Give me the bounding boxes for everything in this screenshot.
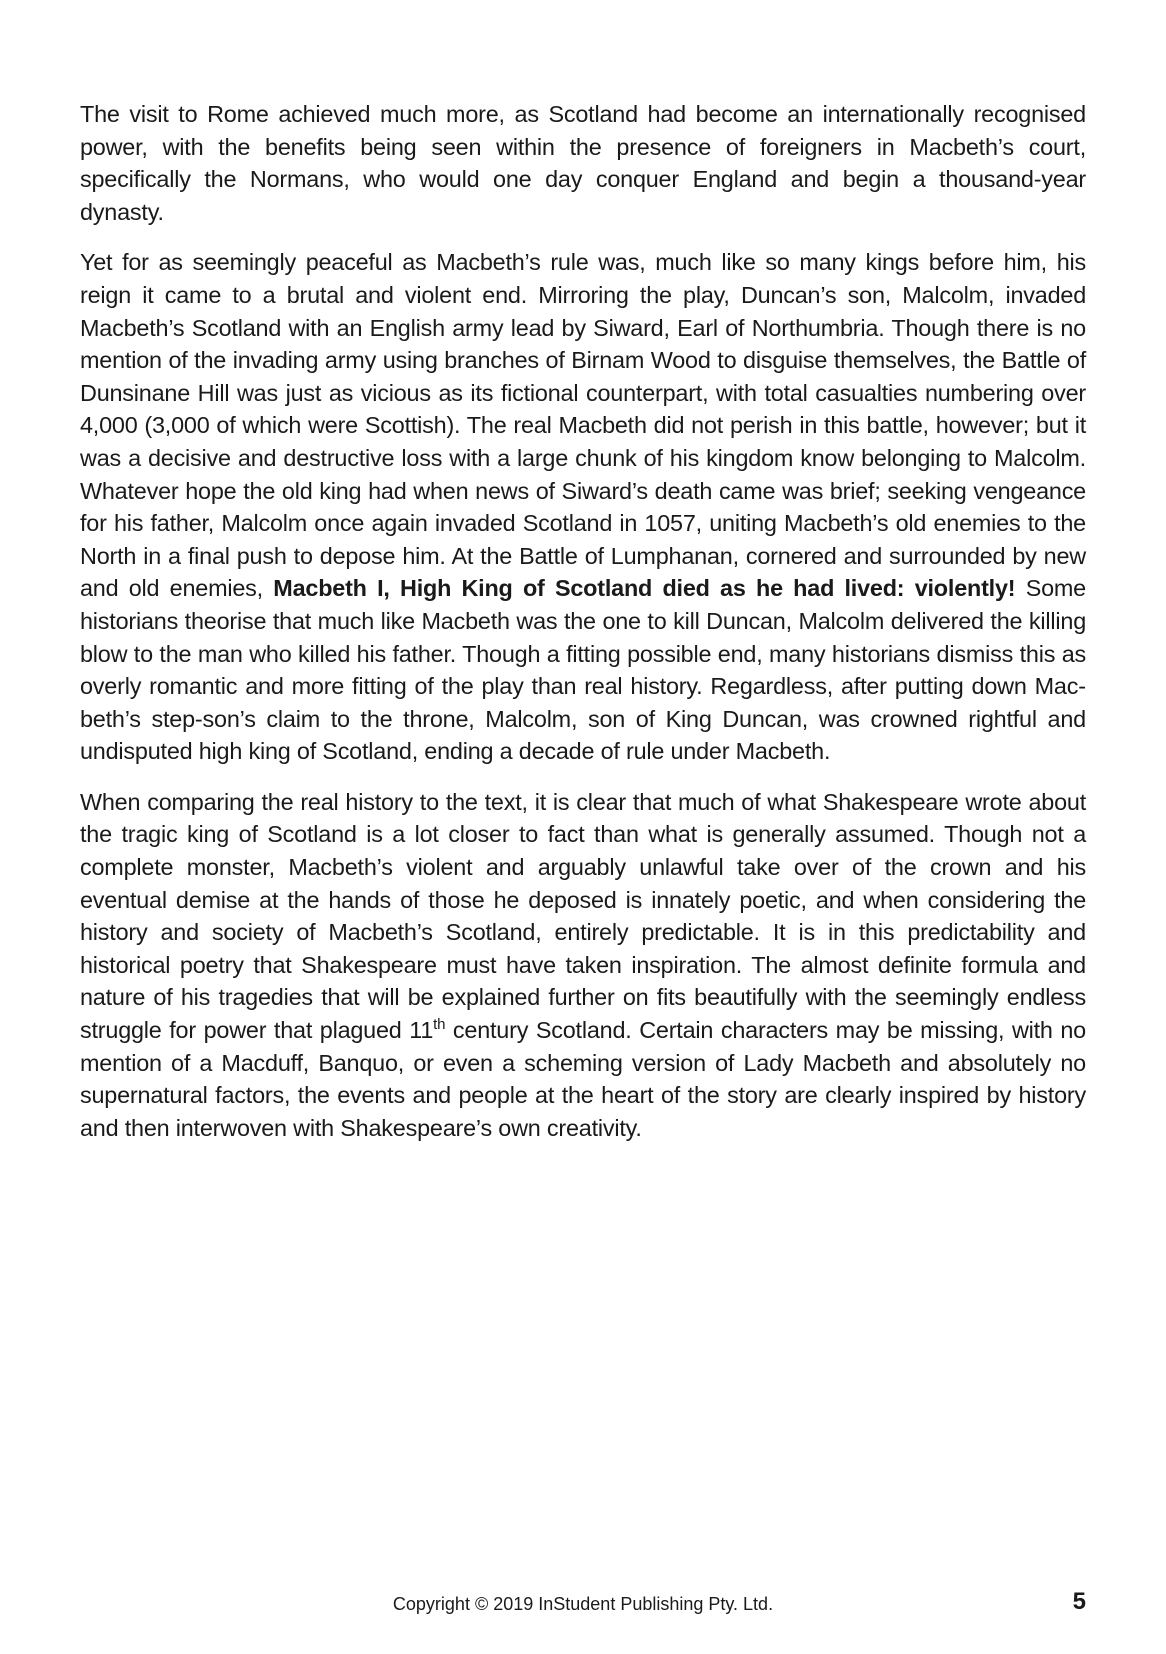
paragraph-rome-visit xyxy=(80,98,1086,228)
bold-emphasis: Macbeth I, High King of Scotland died as he had lived: violently! xyxy=(273,575,1016,602)
footer-copyright: Copyright © 2019 InStudent Publishing Pty. Ltd. xyxy=(392,1594,774,1614)
paragraph-history-comparison xyxy=(80,786,1086,1145)
paragraph-text: Some historians theorise that much like Macbeth was the one to kill Duncan, Malcolm delivered the killing blow to the man who killed his father. Though a fitting possible end, many historians dismiss this as overly romantic and more fitting of the play than real history. Regardless, after putting down Macbeth’s step-son’s claim to the throne, Malcolm, son of King Duncan, was crowned rightful and undisputed high king of Scotland, ending a decade of rule under Macbeth. xyxy=(80,575,1086,765)
paragraph-text: When comparing the real history to the text, it is clear that much of what Shakespeare wrote about the tragic king of Scotland is a lot closer to fact than what is generally assumed. Though not a complete monster, Macbeth’s violent and arguably unlawful take over of the crown and his eventual demise at the hands of those he deposed is innately poetic, and when considering the history and society of Macbeth’s Scotland, entirely predictable. It is in this predictability and historical poetry that Shakespeare must have taken inspiration. The almost definite formula and nature of his tragedies that will be explained further on fits beautifully with the seemingly endless struggle for power that plagued 11 xyxy=(80,788,1086,1044)
paragraph-text: Yet for as seemingly peaceful as Macbeth’s rule was, much like so many kings before him, his reign it came to a brutal and violent end. Mirroring the play, Duncan’s son, Malcolm, invaded Macbeth’s Scotland with an English army lead by Siward, Earl of Northumbria. Though there is no mention of the invading army using branches of Birnam Wood to disguise themselves, the Battle of Dunsinane Hill was just as vicious as its fictional counterpart, with total casualties numbering over 4,000 (3,000 of which were Scottish). The real Macbeth did not perish in this battle, however; but it was a decisive and destructive loss with a large chunk of his kingdom know belonging to Malcolm. Whatever hope the old king had when news of Siward’s death came was brief; seeking vengeance for his father, Malcolm once again invaded Scotland in 1057, uniting Macbeth’s old enemies to the North in a final push to depose him. At the Battle of Lumphanan, cornered and surrounded by new and old enemies, xyxy=(80,249,1086,602)
paragraph-macbeth-reign-end xyxy=(80,246,1086,768)
page-body xyxy=(80,98,1086,1162)
paragraph-text: century Scotland. Certain characters may be missing, with no mention of a Macduff, Banquo, or even a scheming version of Lady Macbeth and absolutely no supernatural factors, the events and people at the heart of the story are clearly inspired by history and then interwoven with Shakespeare’s own creativity. xyxy=(80,1017,1086,1141)
paragraph-text: The visit to Rome achieved much more, as Scotland had become an internationally recognised power, with the benefits being seen within the presence of foreigners in Macbeth’s court, specifically the Normans, who would one day conquer England and begin a thousand-year dynasty. xyxy=(80,101,1086,225)
page-number: 5 xyxy=(1072,1588,1086,1615)
superscript-ordinal: th xyxy=(433,1016,446,1034)
